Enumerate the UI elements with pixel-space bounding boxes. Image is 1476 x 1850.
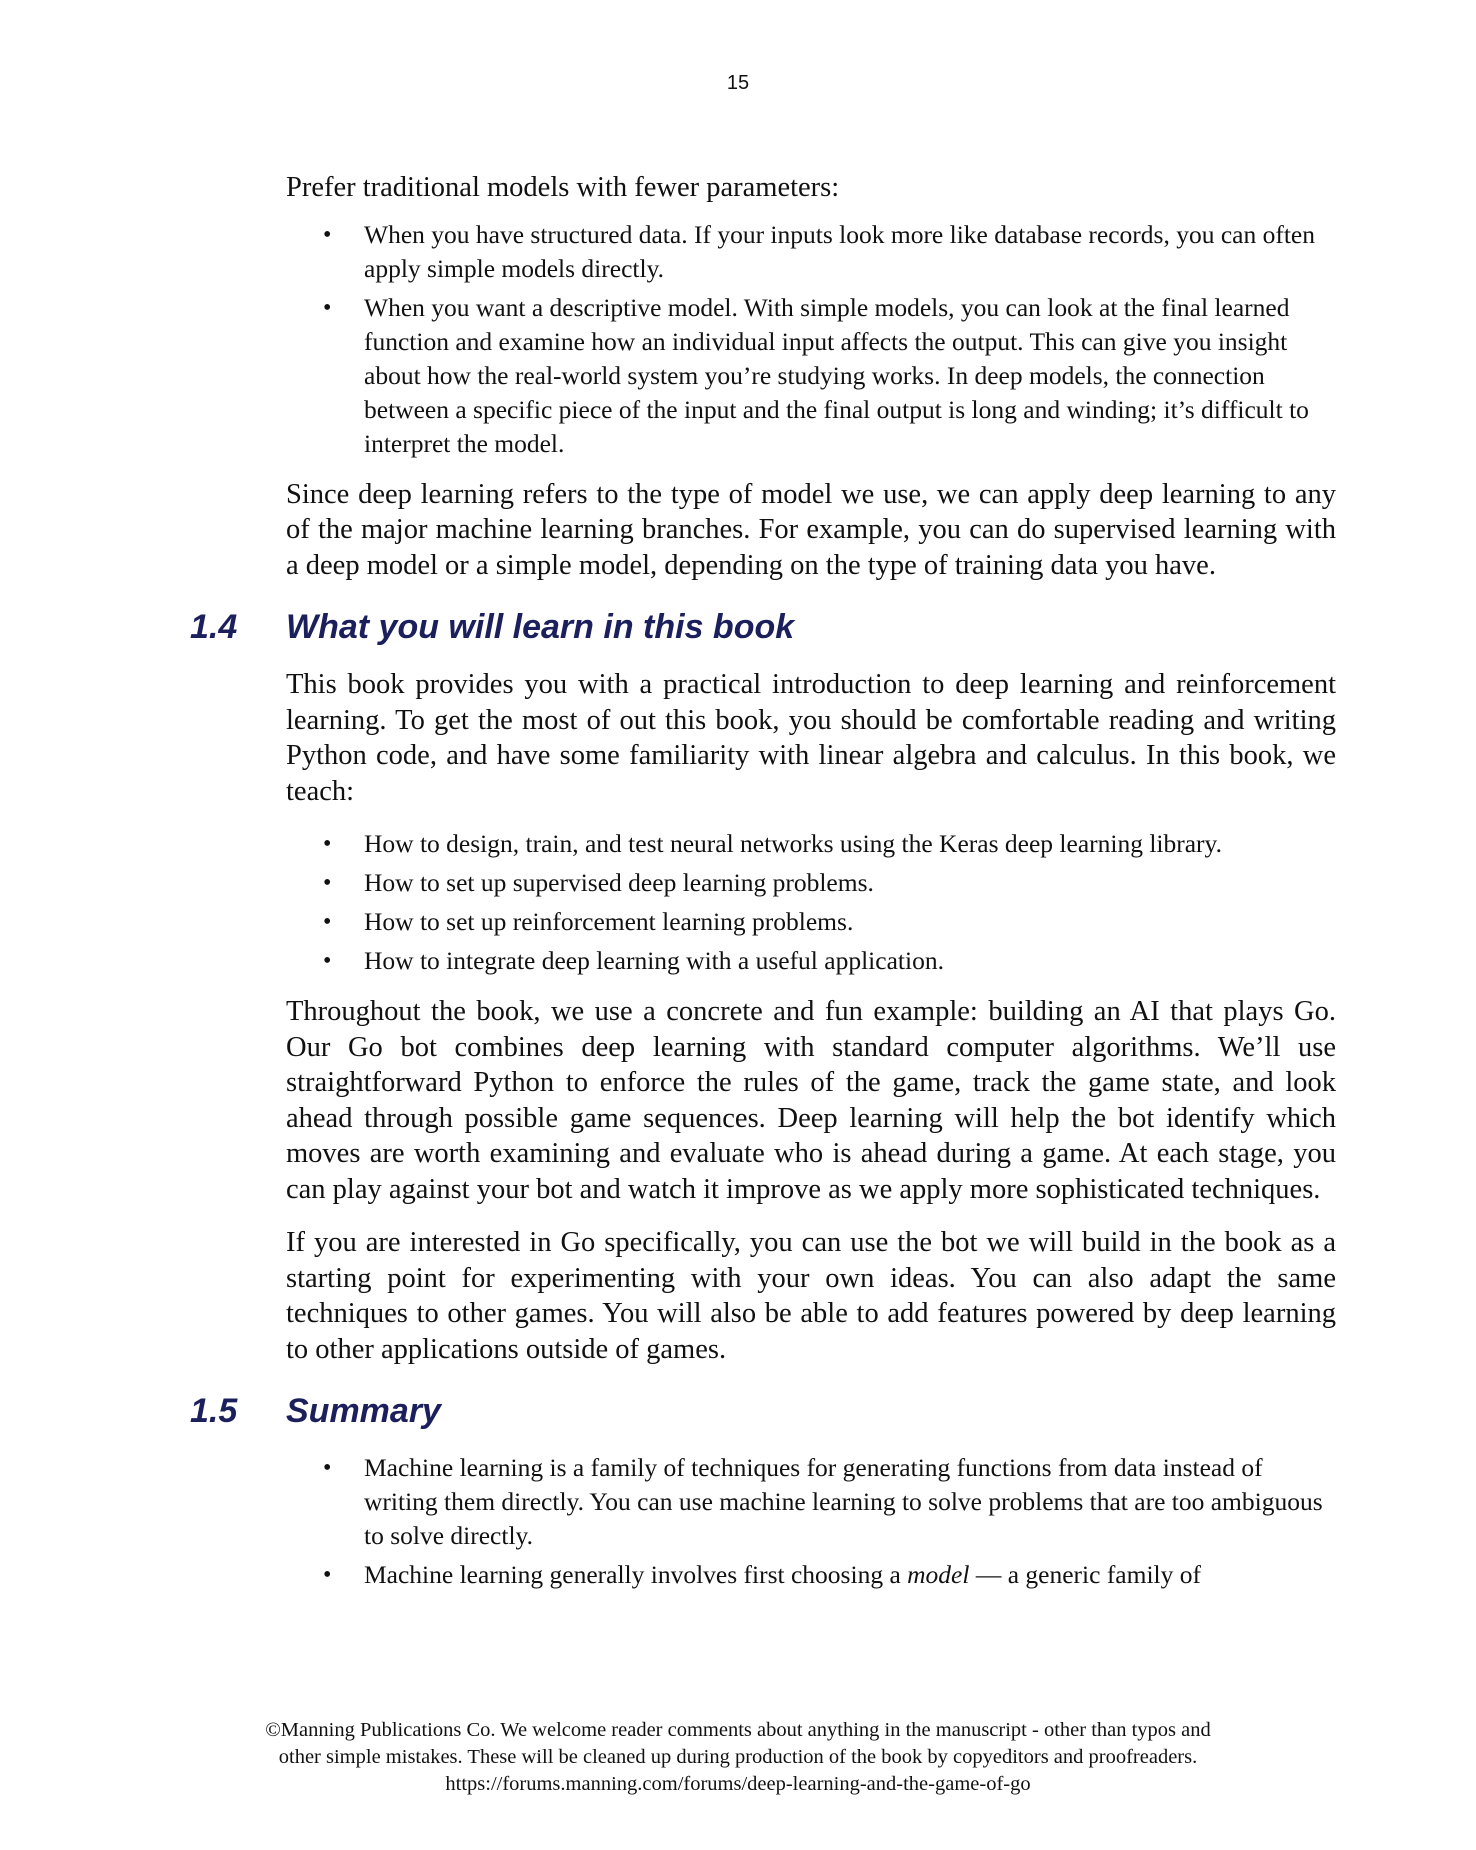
section-title: Summary bbox=[286, 1392, 441, 1430]
go-interest-paragraph: If you are interested in Go specifically, you can use the bot we will build in the book as a starting point for experimenting with your own ideas. You can also adapt the same techniques to other games. You will also be able to add features powered by deep learning to other applications outside of games. bbox=[286, 1227, 1336, 1365]
section-heading-1-4 bbox=[190, 605, 1336, 649]
summary-text: — a generic family of bbox=[969, 1560, 1201, 1589]
page-number: 15 bbox=[726, 72, 750, 94]
book-intro-paragraph: This book provides you with a practical introduction to deep learning and reinforcement learning. To get the most of out this book, you should be comfortable reading and writing Python code, and have some familiarity with linear algebra and calculus. In this book, we teach: bbox=[286, 669, 1336, 807]
teach-list bbox=[286, 827, 1336, 978]
list-item bbox=[364, 1558, 1336, 1592]
footer-line: other simple mistakes. These will be cleaned up during production of the book by copyeditors and proofreaders. bbox=[278, 1746, 1198, 1768]
intro-text: Prefer traditional models with fewer parameters: bbox=[286, 172, 840, 203]
list-item: • How to design, train, and test neural networks using the Keras deep learning library. bbox=[364, 827, 1336, 861]
list-item: • How to set up reinforcement learning problems. bbox=[364, 905, 1336, 939]
section-number: 1.5 bbox=[190, 1392, 238, 1430]
deep-learning-paragraph: Since deep learning refers to the type of model we use, we can apply deep learning to any of the major machine learning branches. For example, you can do supervised learning with a deep model or a simple model, depending on the type of training data you have. bbox=[286, 478, 1336, 581]
footer-line: ©Manning Publications Co. We welcome reader comments about anything in the manuscript - other than typos and bbox=[265, 1719, 1211, 1741]
summary-list bbox=[286, 1451, 1336, 1592]
go-example-paragraph: Throughout the book, we use a concrete and fun example: building an AI that plays Go. Our Go bot combines deep learning with standard computer algorithms. We’ll use straightforward Python to enforce the rules of the game, track the game state, and look ahead through possible game sequences. Deep learning will help the bot identify which moves are worth examining and evaluate who is ahead during a game. At each stage, you can play against your bot and watch it improve as we apply more sophisticated techniques. bbox=[286, 996, 1336, 1205]
list-item: • Machine learning is a family of techniques for generating functions from data instead of writing them directly. You can use machine learning to solve problems that are too ambiguous to solve directly. bbox=[364, 1451, 1336, 1553]
list-item: • How to set up supervised deep learning problems. bbox=[364, 866, 1336, 900]
list-item: • When you have structured data. If your inputs look more like database records, you can often apply simple models directly. bbox=[364, 218, 1336, 286]
emphasis-model: model bbox=[907, 1560, 970, 1589]
section-title: What you will learn in this book bbox=[286, 608, 795, 646]
forum-link[interactable]: https://forums.manning.com/forums/deep-learning-and-the-game-of-go bbox=[445, 1773, 1031, 1795]
summary-text: Machine learning generally involves first choosing a bbox=[364, 1560, 908, 1589]
section-number: 1.4 bbox=[190, 608, 238, 646]
list-item: • When you want a descriptive model. With simple models, you can look at the final learned function and examine how an individual input affects the output. This can give you insight about how the real-world system you’re studying works. In deep models, the connection between a specific piece of the input and the final output is long and winding; it’s difficult to interpret the model. bbox=[364, 291, 1336, 461]
section-heading-1-5 bbox=[190, 1389, 1336, 1433]
page-content bbox=[190, 170, 1336, 1608]
copyright-footer bbox=[0, 1717, 1476, 1798]
traditional-models-list bbox=[286, 218, 1336, 461]
list-item: • How to integrate deep learning with a useful application. bbox=[364, 944, 1336, 978]
